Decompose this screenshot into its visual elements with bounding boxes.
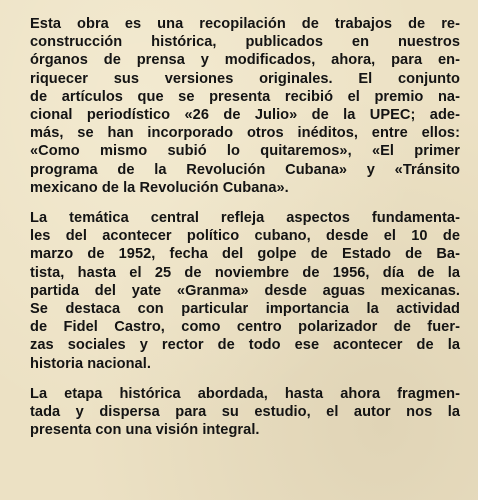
text-line: les del acontecer político cubano, desde el 10 de xyxy=(30,228,460,245)
paragraph-2 xyxy=(30,209,460,373)
text-line: tista, hasta el 25 de noviembre de 1956, día de la xyxy=(30,264,460,281)
text-line: presenta con una visión integral. xyxy=(30,422,260,439)
text-line: historia nacional. xyxy=(30,355,151,372)
text-line: marzo de 1952, fecha del golpe de Estado de Ba- xyxy=(30,246,460,263)
text-line: órganos de prensa y modificados, ahora, para en- xyxy=(30,52,460,69)
paragraph-3 xyxy=(30,385,460,440)
text-line: «Como mismo subió lo quitaremos», «El primer xyxy=(30,143,460,160)
text-line: zas sociales y rector de todo ese acontecer de la xyxy=(30,337,460,354)
text-line: más, se han incorporado otros inéditos, entre ellos: xyxy=(30,125,460,142)
text-line: mexicano de la Revolución Cubana». xyxy=(30,179,289,196)
text-line: partida del yate «Granma» desde aguas mexicanas. xyxy=(30,282,460,299)
paragraph-1 xyxy=(30,15,460,197)
text-line: La etapa histórica abordada, hasta ahora fragmen- xyxy=(30,385,460,402)
text-line: Esta obra es una recopilación de trabajos de re- xyxy=(30,16,460,32)
text-line: cional periodístico «26 de Julio» de la UPEC; ade- xyxy=(30,107,460,124)
text-line: La temática central refleja aspectos fundamenta- xyxy=(30,210,460,227)
text-line: construcción histórica, publicados en nuestros xyxy=(30,34,460,51)
text-line: de Fidel Castro, como centro polarizador de fuer- xyxy=(30,319,460,336)
text-line: Se destaca con particular importancia la actividad xyxy=(30,301,460,318)
text-line: riquecer sus versiones originales. El conjunto xyxy=(30,70,460,87)
text-line: programa de la Revolución Cubana» y «Tránsito xyxy=(30,161,460,178)
text-line: tada y dispersa para su estudio, el autor nos la xyxy=(30,404,460,421)
text-line: de artículos que se presenta recibió el premio na- xyxy=(30,88,460,105)
